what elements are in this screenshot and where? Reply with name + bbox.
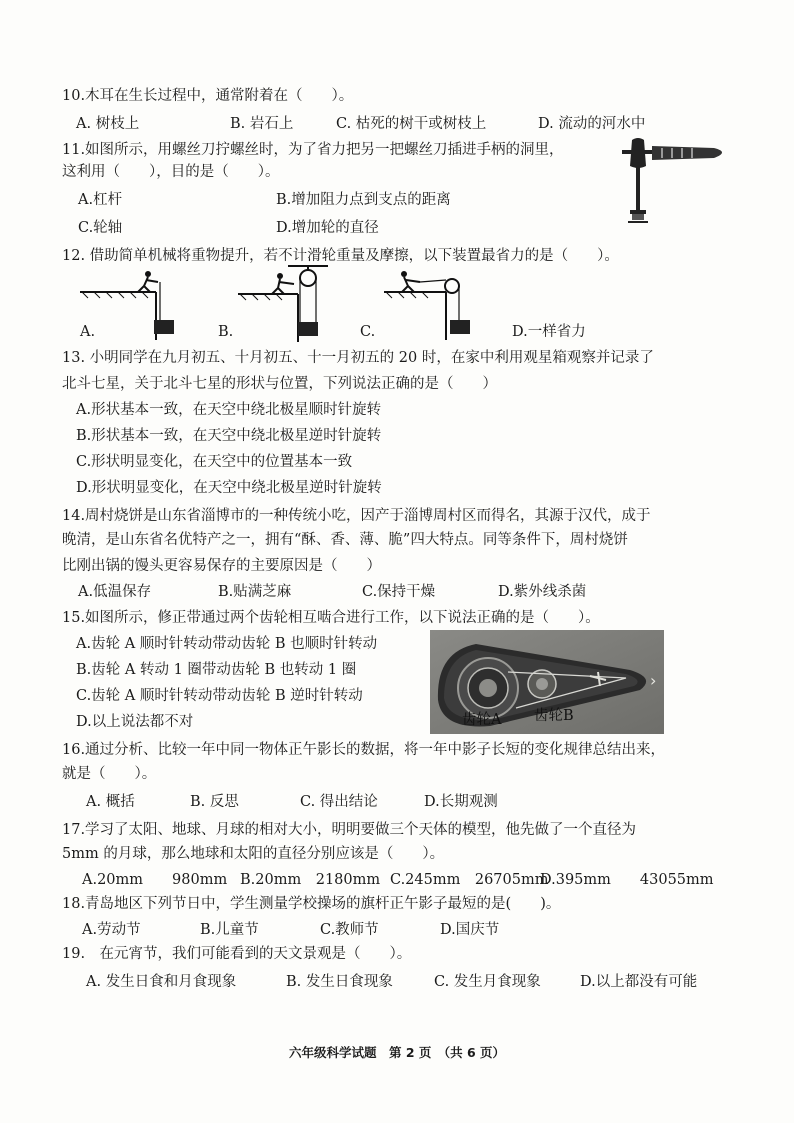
q18-option-a: A.劳动节 xyxy=(82,922,141,938)
pulley-figure-b xyxy=(228,264,348,344)
q18-option-d: D.国庆节 xyxy=(440,922,500,938)
q17-option-d: D.395mm 43055mm xyxy=(540,872,714,888)
q17-option-b: B.20mm 2180mm xyxy=(240,872,381,888)
q14-stem-line3: 比刚出锅的馒头更容易保存的主要原因是（ ） xyxy=(62,558,381,574)
q16-stem-line1: 16.通过分析、比较一年中同一物体正午影长的数据，将一年中影子长短的变化规律总结出来， xyxy=(62,742,666,758)
q17-option-c: C.245mm 26705mm xyxy=(390,872,549,888)
q11-option-d: D.增加轮的直径 xyxy=(276,220,379,236)
q10-stem: 10.木耳在生长过程中，通常附着在（ ）。 xyxy=(62,88,354,104)
q11-option-b: B.增加阻力点到支点的距离 xyxy=(276,192,451,208)
q13-option-b: B.形状基本一致，在天空中绕北极星逆时针旋转 xyxy=(76,428,382,444)
q14-stem-line2: 晚清，是山东省名优特产之一，拥有“酥、香、薄、脆”四大特点。同等条件下，周村烧饼 xyxy=(62,532,628,548)
q12-stem: 12. 借助简单机械将重物提升，若不计滑轮重量及摩擦，以下装置最省力的是（ ）。 xyxy=(62,248,619,264)
q18-stem: 18.青岛地区下列节日中，学生测量学校操场的旗杆正午影子最短的是( )。 xyxy=(62,896,561,912)
gear-a-label: 齿轮A xyxy=(462,712,502,728)
q14-stem-line1: 14.周村烧饼是山东省淄博市的一种传统小吃，因产于淄博周村区而得名，其源于汉代，成于 xyxy=(62,508,651,524)
q19-option-d: D.以上都没有可能 xyxy=(580,974,698,990)
q15-stem: 15.如图所示，修正带通过两个齿轮相互啮合进行工作，以下说法正确的是（ ）。 xyxy=(62,610,600,626)
q15-option-b: B.齿轮 A 转动 1 圈带动齿轮 B 也转动 1 圈 xyxy=(76,662,357,678)
q15-option-d: D.以上说法都不对 xyxy=(76,714,194,730)
q17-option-a: A.20mm 980mm xyxy=(82,872,228,888)
q19-option-a: A. 发生日食和月食现象 xyxy=(86,974,237,990)
q14-option-b: B.贴满芝麻 xyxy=(218,584,292,600)
q10-option-a: A. 树枝上 xyxy=(76,116,140,132)
q14-option-d: D.紫外线杀菌 xyxy=(498,584,587,600)
q10-option-d: D. 流动的河水中 xyxy=(538,116,646,132)
q16-option-c: C. 得出结论 xyxy=(300,794,378,810)
q14-option-a: A.低温保存 xyxy=(78,584,152,600)
q19-option-c: C. 发生月食现象 xyxy=(434,974,541,990)
q11-stem-line2: 这利用（ ），目的是（ ）。 xyxy=(62,164,280,180)
q12-option-b: B. xyxy=(218,324,234,340)
q12-option-d: D.一样省力 xyxy=(512,324,586,340)
q17-stem-line1: 17.学习了太阳、地球、月球的相对大小，明明要做三个天体的模型，他先做了一个直径为 xyxy=(62,822,637,838)
q16-option-d: D.长期观测 xyxy=(424,794,498,810)
q19-stem: 19. 在元宵节，我们可能看到的天文景观是（ ）。 xyxy=(62,946,412,962)
pulley-figure-c xyxy=(380,268,480,344)
q12-option-a: A. xyxy=(80,324,96,340)
q19-option-b: B. 发生日食现象 xyxy=(286,974,393,990)
q15-option-a: A.齿轮 A 顺时针转动带动齿轮 B 也顺时针转动 xyxy=(76,636,378,652)
q11-option-c: C.轮轴 xyxy=(78,220,123,236)
svg-text:›: › xyxy=(650,671,657,690)
screwdriver-figure xyxy=(618,136,738,236)
q10-option-c: C. 枯死的树干或树枝上 xyxy=(336,116,487,132)
q17-stem-line2: 5mm 的月球，那么地球和太阳的直径分别应该是（ ）。 xyxy=(62,846,445,862)
q13-stem-line1: 13. 小明同学在九月初五、十月初五、十一月初五的 20 时，在家中利用观星箱观察并记录了 xyxy=(62,350,654,366)
q14-option-c: C.保持干燥 xyxy=(362,584,436,600)
q11-option-a: A.杠杆 xyxy=(78,192,123,208)
q10-option-b: B. 岩石上 xyxy=(230,116,294,132)
q18-option-c: C.教师节 xyxy=(320,922,379,938)
page-footer: 六年级科学试题 第 2 页 （共 6 页） xyxy=(288,1045,506,1060)
q13-option-c: C.形状明显变化，在天空中的位置基本一致 xyxy=(76,454,353,470)
q12-option-c: C. xyxy=(360,324,376,340)
q16-option-b: B. 反思 xyxy=(190,794,239,810)
q16-stem-line2: 就是（ ）。 xyxy=(62,766,157,782)
q13-stem-line2: 北斗七星，关于北斗七星的形状与位置，下列说法正确的是（ ） xyxy=(62,376,497,392)
q11-stem-line1: 11.如图所示，用螺丝刀拧螺丝时，为了省力把另一把螺丝刀插进手柄的洞里， xyxy=(62,142,564,158)
q18-option-b: B.儿童节 xyxy=(200,922,259,938)
q13-option-a: A.形状基本一致，在天空中绕北极星顺时针旋转 xyxy=(76,402,382,418)
q16-option-a: A. 概括 xyxy=(86,794,135,810)
gear-b-label: 齿轮B xyxy=(534,708,574,724)
q15-option-c: C.齿轮 A 顺时针转动带动齿轮 B 逆时针转动 xyxy=(76,688,363,704)
q13-option-d: D.形状明显变化，在天空中绕北极星逆时针旋转 xyxy=(76,480,382,496)
